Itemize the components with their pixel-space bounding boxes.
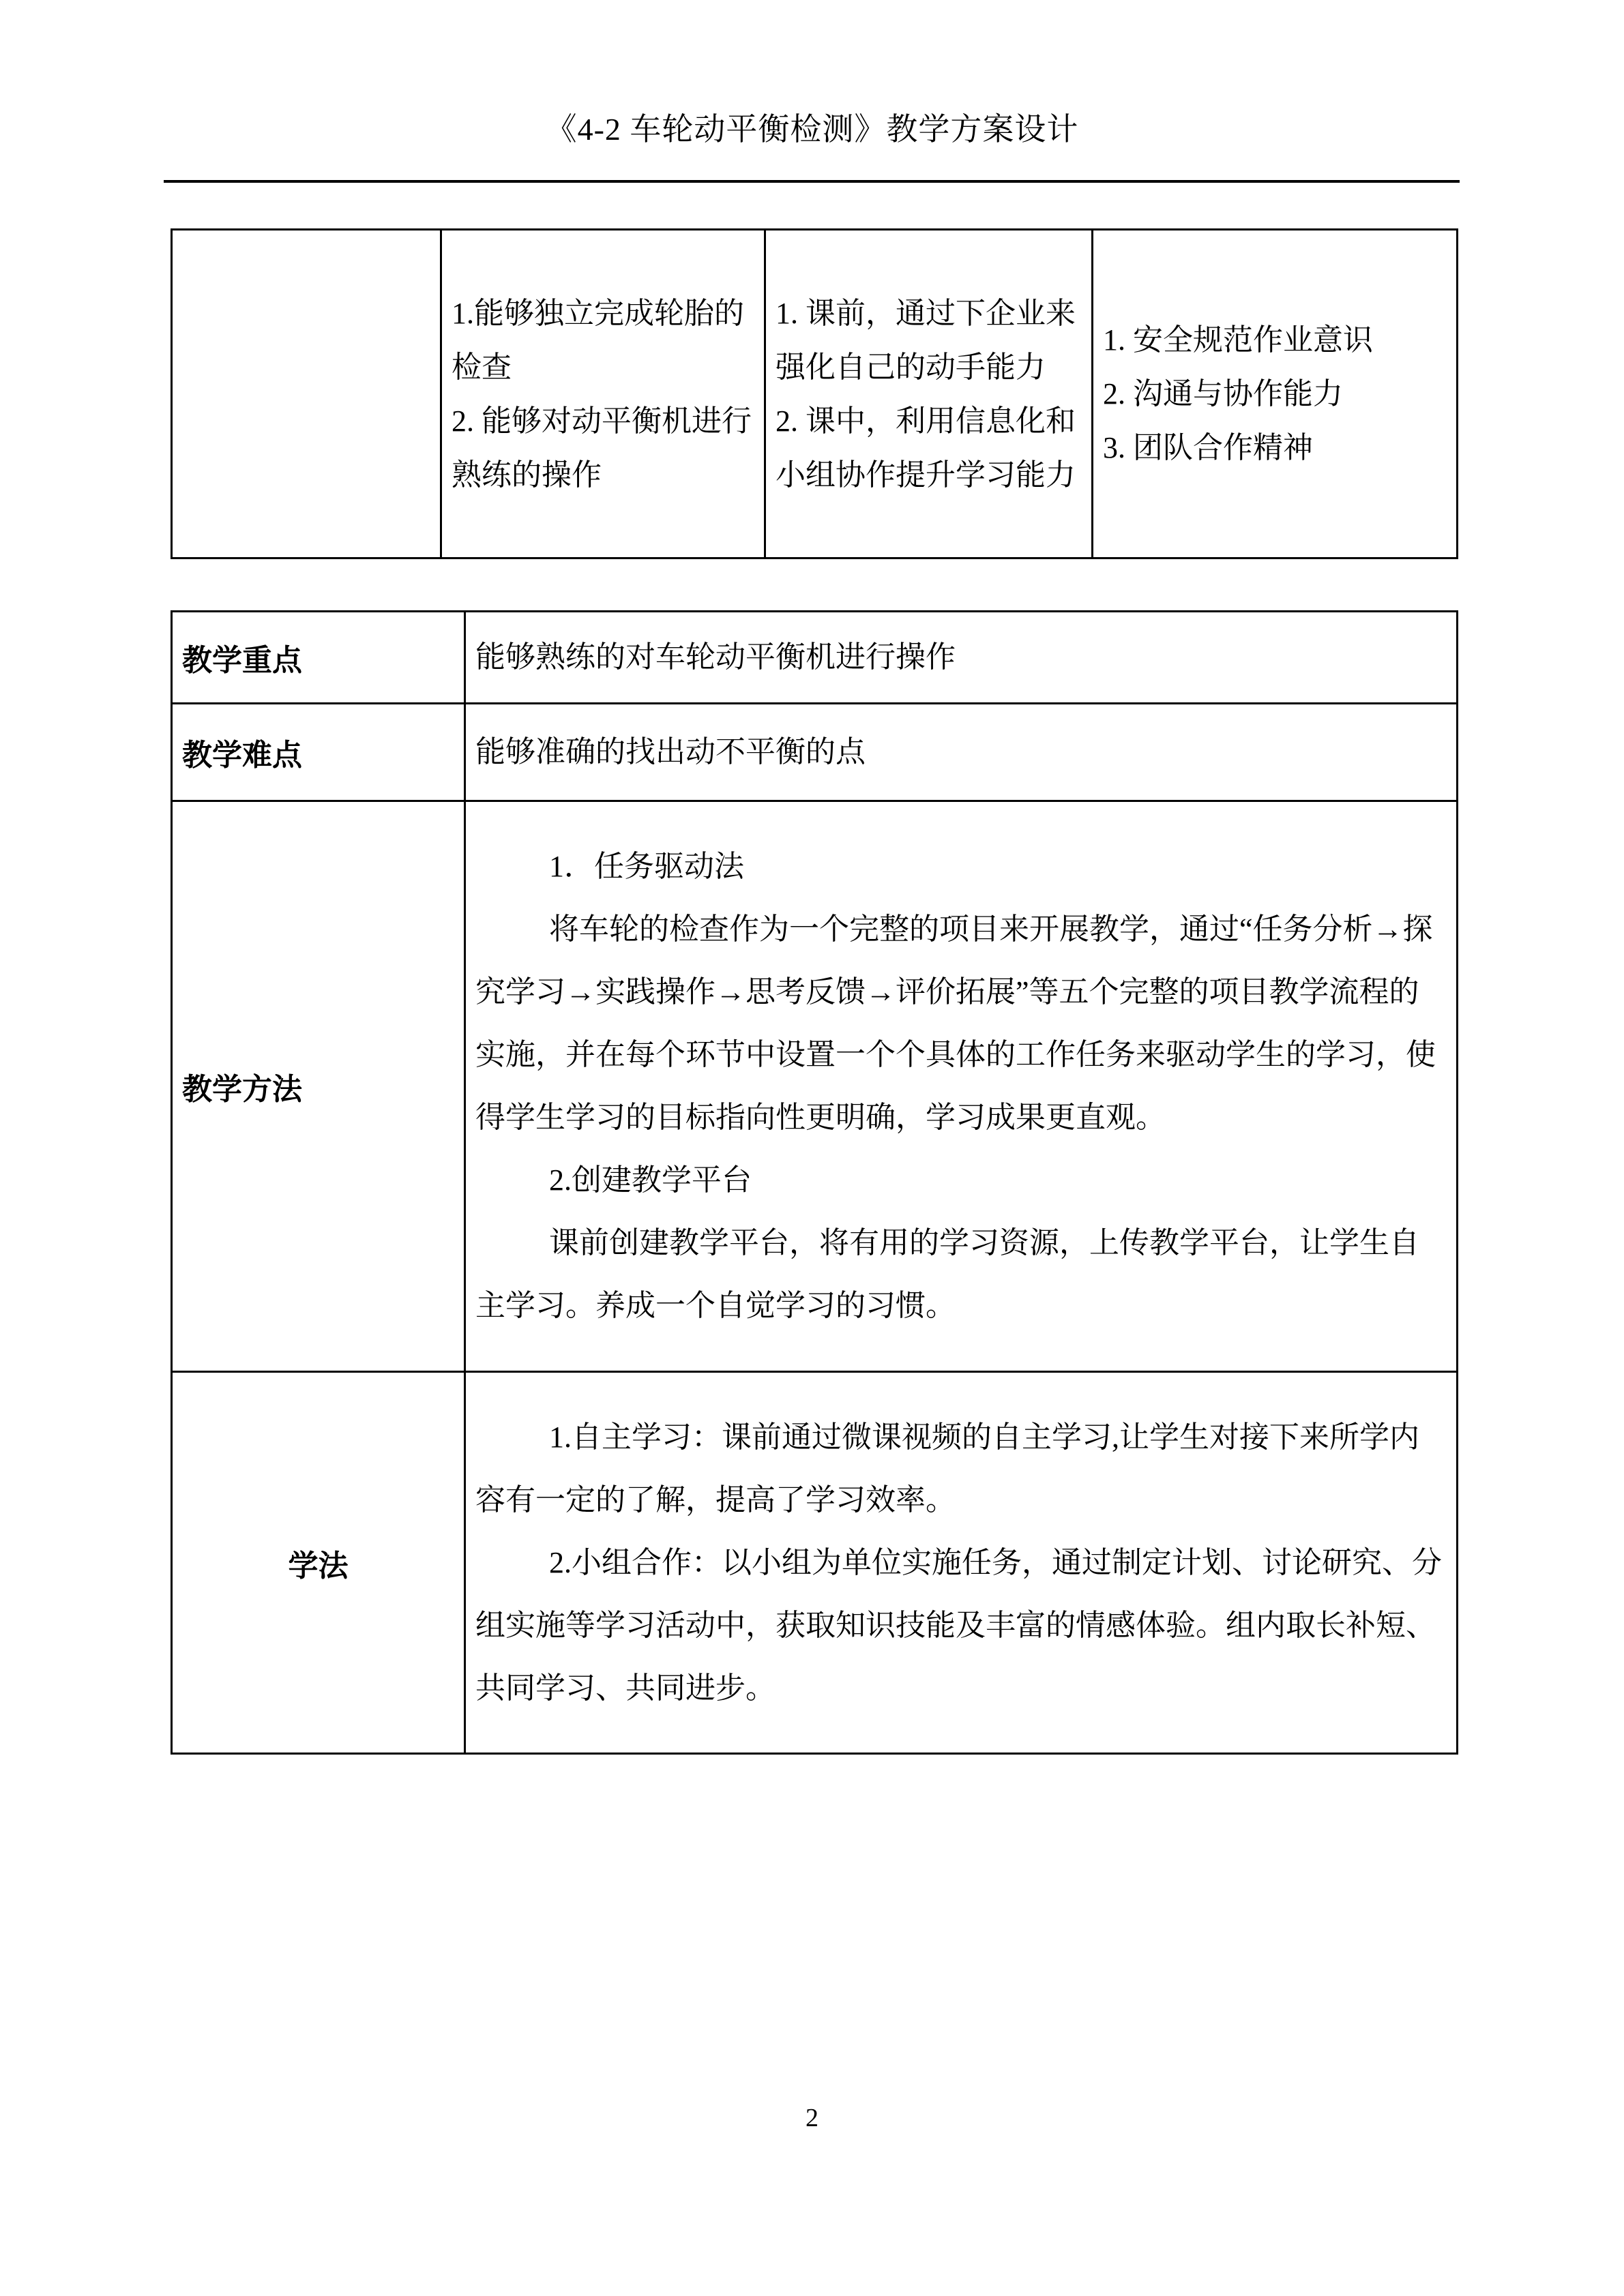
document-title: 《4-2 车轮动平衡检测》教学方案设计 (545, 112, 1079, 147)
objectives-empty-cell (172, 230, 441, 558)
label-learning-method: 学法 (172, 1372, 465, 1754)
content-teaching-method (465, 801, 1458, 1372)
page-number: 2 (806, 2104, 818, 2132)
cell-paragraph: 能够熟练的对车轮动平衡机进行操作 (475, 640, 956, 674)
cell-paragraph: 2. 沟通与协作能力 (1103, 377, 1343, 411)
teaching-plan-table (171, 610, 1458, 1755)
cell-paragraph: 1．任务驱动法 (549, 850, 744, 883)
teaching-focus-row (172, 612, 1458, 704)
cell-paragraph: 2. 能够对动平衡机进行熟练的操作 (452, 404, 752, 492)
cell-paragraph: 1. 安全规范作业意识 (1103, 323, 1373, 357)
cell-paragraph: 课前创建教学平台，将有用的学习资源，上传教学平台，让学生自主学习。养成一个自觉学习的习惯。 (475, 1226, 1419, 1322)
content-teaching-focus (465, 612, 1458, 704)
objectives-skill-cell (441, 230, 765, 558)
cell-paragraph: 2. 课中，利用信息化和小组协作提升学习能力 (776, 404, 1076, 492)
title-divider (164, 180, 1460, 183)
label-teaching-focus: 教学重点 (172, 612, 465, 704)
cell-paragraph: 2.小组合作：以小组为单位实施任务，通过制定计划、讨论研究、分组实施等学习活动中，获取知识技能及丰富的情感体验。组内取长补短、共同学习、共同进步。 (475, 1545, 1442, 1705)
label-teaching-difficulty: 教学难点 (172, 704, 465, 801)
cell-paragraph: 1.能够独立完成轮胎的检查 (452, 296, 744, 384)
content-learning-method (465, 1372, 1458, 1754)
cell-paragraph: 2.创建教学平台 (549, 1163, 752, 1197)
cell-paragraph: 3. 团队合作精神 (1103, 431, 1313, 464)
objectives-row (172, 230, 1458, 558)
cell-paragraph: 能够准确的找出动不平衡的点 (475, 735, 866, 769)
teaching-difficulty-row (172, 704, 1458, 801)
cell-paragraph: 1.自主学习：课前通过微课视频的自主学习,让学生对接下来所学内容有一定的了解，提高了学习效率。 (475, 1420, 1419, 1517)
content-teaching-difficulty (465, 704, 1458, 801)
objectives-quality-cell (1093, 230, 1458, 558)
objectives-process-cell (765, 230, 1093, 558)
learning-method-row (172, 1372, 1458, 1754)
teaching-method-row (172, 801, 1458, 1372)
cell-paragraph: 将车轮的检查作为一个完整的项目来开展教学，通过“任务分析→探究学习→实践操作→思考反馈→评价拓展”等五个完整的项目教学流程的实施，并在每个环节中设置一个个具体的工作任务来驱动学生的学习，使得学生学习的目标指向性更明确，学习成果更直观。 (475, 912, 1436, 1134)
label-teaching-method: 教学方法 (172, 801, 465, 1372)
objectives-table (171, 228, 1458, 559)
cell-paragraph: 1. 课前，通过下企业来强化自己的动手能力 (776, 296, 1076, 384)
